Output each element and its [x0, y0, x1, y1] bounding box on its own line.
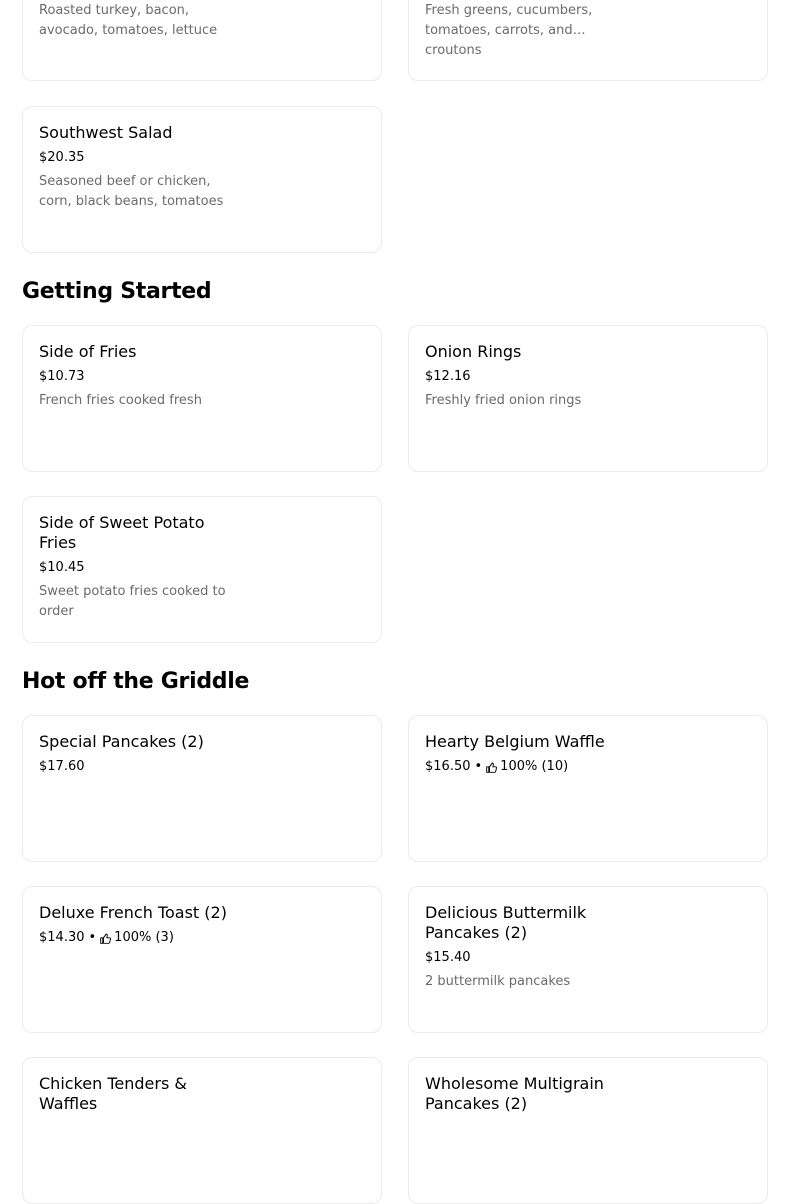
menu-item-card[interactable]: [22, 325, 382, 472]
menu-item-price-row: [39, 757, 239, 777]
menu-item-title: Hearty Belgium Waffle: [425, 732, 605, 751]
menu-item-title: Delicious Buttermilk Pancakes (2): [425, 903, 587, 942]
menu-item-card[interactable]: [22, 715, 382, 862]
menu-item-price-row: [39, 148, 239, 168]
menu-item-price: $15.40: [425, 950, 471, 965]
menu-item-card[interactable]: [408, 325, 768, 472]
menu-item-card[interactable]: [22, 106, 382, 253]
menu-item-card[interactable]: [408, 0, 768, 81]
menu-item-price: $20.35: [39, 150, 85, 165]
menu-item-card[interactable]: [408, 715, 768, 862]
menu-item-title: Side of Fries: [39, 342, 137, 361]
menu-item-card[interactable]: [408, 886, 768, 1033]
section-title: Getting Started: [22, 279, 212, 304]
menu-item-price: $10.73: [39, 369, 85, 384]
menu-item-description: French fries cooked fresh: [39, 393, 202, 408]
thumbs-up-icon: [100, 933, 111, 944]
menu-item-price-row: [425, 367, 625, 387]
menu-item-description: 2 buttermilk pancakes: [425, 974, 571, 989]
separator-dot: •: [474, 759, 483, 774]
menu-item-price: $12.16: [425, 369, 471, 384]
menu-item-price-row: [39, 367, 239, 387]
menu-item-description: Fresh greens, cucumbers, tomatoes, carrots, and croutons: [425, 3, 593, 58]
menu-item-description: Sweet potato fries cooked to order: [39, 584, 226, 619]
menu-item-title: Chicken Tenders & Waffles: [39, 1074, 187, 1113]
menu-item-card[interactable]: [408, 1057, 768, 1204]
menu-item-price: $16.50: [425, 759, 471, 774]
menu-item-title: Southwest Salad: [39, 123, 173, 142]
menu-item-title: Side of Sweet Potato Fries: [39, 513, 205, 552]
menu-item-price-row: [39, 928, 239, 948]
menu-item-price-row: [425, 948, 625, 968]
separator-dot: •: [88, 930, 97, 945]
menu-item-price-row: [39, 558, 239, 578]
menu-item-price: $17.60: [39, 759, 85, 774]
thumbs-up-icon: [486, 762, 497, 773]
menu-item-title: Special Pancakes (2): [39, 732, 204, 751]
menu-item-description: Seasoned beef or chicken, corn, black beans, tomatoes: [39, 174, 224, 209]
menu-item-description: Freshly fried onion rings: [425, 393, 582, 408]
menu-item-title: Deluxe French Toast (2): [39, 903, 227, 922]
menu-item-price: $14.30: [39, 930, 85, 945]
menu-item-description: Roasted turkey, bacon, avocado, tomatoes, lettuce: [39, 3, 218, 38]
menu-item-price: $10.45: [39, 560, 85, 575]
menu-item-title: Onion Rings: [425, 342, 522, 361]
rating-text: 100% (10): [500, 759, 569, 774]
menu-item-card[interactable]: [22, 0, 382, 81]
menu-item-price-row: [425, 757, 625, 777]
menu-item-title: Wholesome Multigrain Pancakes (2): [425, 1074, 604, 1113]
menu-item-card[interactable]: [22, 886, 382, 1033]
rating-text: 100% (3): [114, 930, 174, 945]
menu-item-card[interactable]: [22, 1057, 382, 1204]
section-title: Hot off the Griddle: [22, 669, 250, 694]
menu-item-card[interactable]: [22, 496, 382, 643]
